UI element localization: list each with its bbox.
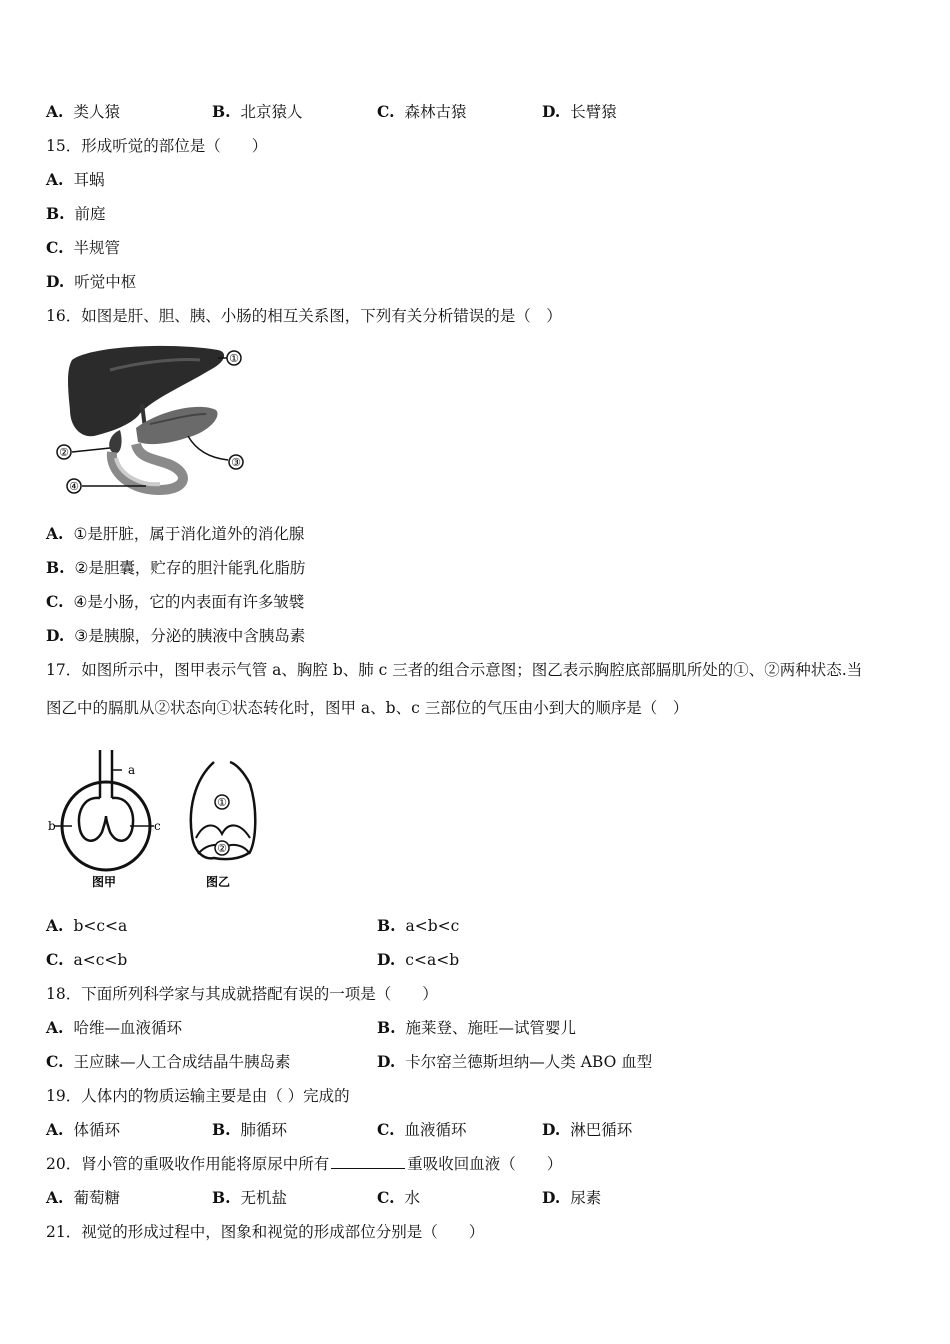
fig16-label-1: ① [229, 352, 239, 365]
q17-option-c: C. a<c<b [46, 950, 128, 969]
q14-option-d: D. 长臂猿 [542, 102, 617, 121]
q16-option-b: B. ②是胆囊，贮存的胆汁能乳化脂肪 [46, 558, 306, 577]
q14-option-a: A. 类人猿 [46, 102, 120, 121]
q15-option-c: C. 半规管 [46, 238, 120, 257]
fig17-label-b: b [48, 819, 56, 833]
q20-option-b: B. 无机盐 [212, 1188, 288, 1207]
q20-stem: 20．肾小管的重吸收作用能将原尿中所有 重吸收回血液（ ） [46, 1155, 563, 1173]
pancreas-shape [136, 407, 218, 444]
q18-stem: 18．下面所列科学家与其成就搭配有误的一项是（ ） [46, 985, 438, 1003]
q18-option-d: D. 卡尔窑兰德斯坦纳—人类 ABO 血型 [377, 1052, 653, 1071]
q20-answer-blank [331, 1154, 405, 1169]
q14-option-c: C. 森林古猿 [377, 102, 467, 121]
q19-option-c: C. 血液循环 [377, 1120, 467, 1139]
q14-option-b: B. 北京猿人 [212, 102, 303, 121]
q15-option-b: B. 前庭 [46, 204, 106, 223]
q18-option-c: C. 王应睐—人工合成结晶牛胰岛素 [46, 1052, 291, 1071]
fig17-caption-a: 图甲 [92, 875, 117, 889]
q18-option-b: B. 施莱登、施旺—试管婴儿 [377, 1018, 577, 1037]
q17-option-b: B. a<b<c [377, 916, 460, 935]
q20-option-a: A. 葡萄糖 [46, 1188, 120, 1207]
q15-stem: 15．形成听觉的部位是（ ） [46, 137, 268, 155]
q20-option-c: C. 水 [377, 1188, 420, 1207]
q21-stem: 21．视觉的形成过程中，图象和视觉的形成部位分别是（ ） [46, 1223, 485, 1241]
q17-stem-line1: 17．如图所示中，图甲表示气管 a、胸腔 b、肺 c 三者的组合示意图；图乙表示胸腔底部膈肌所处的①、②两种状态.当 [46, 661, 863, 679]
digestive-organs-figure [50, 340, 250, 500]
fig16-label-2: ② [59, 446, 69, 459]
fig17-label-a: a [128, 763, 136, 777]
fig17-state-1: ① [217, 796, 227, 809]
q15-option-d: D. 听觉中枢 [46, 272, 137, 291]
q16-stem: 16．如图是肝、胆、胰、小肠的相互关系图，下列有关分析错误的是（ ） [46, 307, 562, 325]
fig17-caption-b: 图乙 [206, 875, 231, 889]
q17-stem-line2: 图乙中的膈肌从②状态向①状态转化时，图甲 a、b、c 三部位的气压由小到大的顺序是（ ） [46, 699, 689, 717]
fig17-state-2: ② [217, 842, 227, 855]
q16-option-c: C. ④是小肠，它的内表面有许多皱襞 [46, 592, 305, 611]
q19-option-b: B. 肺循环 [212, 1120, 288, 1139]
q19-stem: 19．人体内的物质运输主要是由（ ）完成的 [46, 1087, 350, 1105]
q16-option-a: A. ①是肝脏，属于消化道外的消化腺 [46, 524, 305, 543]
q18-option-a: A. 哈维—血液循环 [46, 1018, 182, 1037]
q19-option-a: A. 体循环 [46, 1120, 120, 1139]
q15-option-a: A. 耳蜗 [46, 170, 105, 189]
fig16-label-3: ③ [231, 456, 241, 469]
q16-option-d: D. ③是胰腺，分泌的胰液中含胰岛素 [46, 626, 306, 645]
gallbladder-shape [109, 430, 121, 453]
respiratory-figure [44, 740, 274, 895]
q19-option-d: D. 淋巴循环 [542, 1120, 633, 1139]
fig16-label-4: ④ [69, 480, 79, 493]
q17-option-a: A. b<c<a [46, 916, 128, 935]
q20-option-d: D. 尿素 [542, 1188, 602, 1207]
q17-option-d: D. c<a<b [377, 950, 460, 969]
fig17-label-c: c [154, 819, 161, 833]
